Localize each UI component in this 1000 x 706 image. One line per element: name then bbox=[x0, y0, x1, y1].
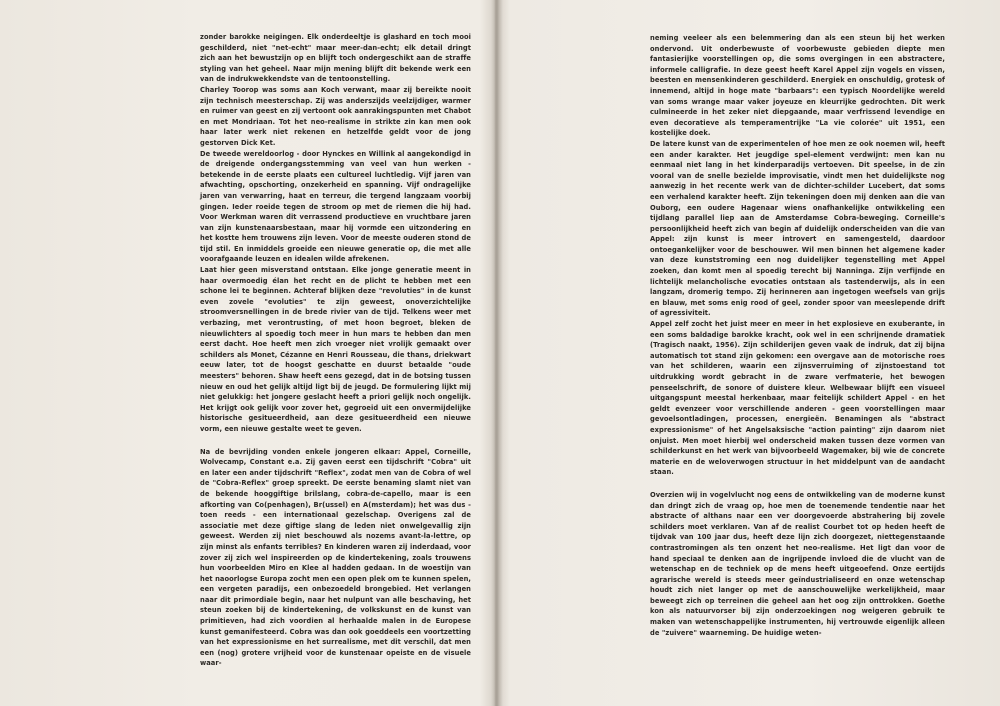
left-text-column bbox=[200, 32, 471, 669]
right-text-column bbox=[650, 33, 945, 638]
paragraph: Na de bevrijding vonden enkele jongeren elkaar: Appel, Corneille, Wolvecamp, Constant e.a. Zij gaven eerst een tijdschrift "Cobra" uit en later een ander tijdschrift "Reflex", zodat men van de Cobra of wel de "Cobra-Reflex" groep spreekt. De eerste benaming slamt niet van de bekende hooggiftige brilslang, cobra-de-capello, maar is een afkorting van Co(penhagen), Br(ussel) en A(msterdam); het was dus - toen reeds - een internationaal gezelschap. Overigens zal de associatie met deze giftige slang de leden niet onwelgevallig zijn geweest. Werden zij niet beschouwd als nozems avant-la-lettre, op zijn minst als enfants terribles? En kinderen waren zij inderdaad, voor zover zij zich wel inspireerden op de kindertekening, zoals trouwens hun voorbeelden Miro en Klee al hadden gedaan. In de woestijn van het naoorlogse Europa zocht men een open plek om te kunnen spelen, een vergeten paradijs, een onbezoedeld brongebied. Het verlangen naar dit primordiale begin, naar het nulpunt van alle beschaving, het steun zoeken bij de kindertekening, de volkskunst en de kunst van primitieven, had zich voordien al herhaalde malen in de Europese kunst gemanifesteerd. Cobra was dan ook goeddeels een voortzetting van het expressionisme en het surrealisme, met dit verschil, dat men een (nog) grotere vrijheid voor de kunstenaar opeiste en de visuele waar- bbox=[200, 447, 471, 668]
paragraph: De tweede wereldoorlog - door Hynckes en Willink al aangekondigd in de dreigende ondergangsstemming van veel van hun werken - betekende in de eerste plaats een cultureel luchtledig. Vijf jaren van afwachting, opschorting, onzekerheid en spanning. Vijf ondragelijke jaren van verwarring, haat en terreur, die tergend langzaam voorbij gingen. Ieder roeide tegen de stroom op met de riemen die hij had. Voor Werkman waren dit verrassend productieve en vruchtbare jaren van zijn kunstenaarsbestaan, maar hij vormde een uitzondering en het kostte hem trouwens zijn leven. Voor de meeste ouderen stond de tijd stil. En inmiddels groeide een nieuwe generatie op, die met alle voorafgaande leuzen en idealen wilde afrekenen. bbox=[200, 149, 471, 264]
paragraph: Charley Toorop was soms aan Koch verwant, maar zij bereikte nooit zijn technisch meesterschap. Zij was anderszijds veelzijdiger, warmer en ruimer van geest en zij vertoont ook aanrakingspunten met Chabot en met Mondriaan. Tot het neo-realisme in strikte zin kan men ook haar later werk niet rekenen en hetzelfde geldt voor de jong gestorven Dick Ket. bbox=[200, 85, 471, 147]
left-page bbox=[0, 0, 494, 706]
paragraph: De latere kunst van de experimentelen of hoe men ze ook noemen wil, heeft een ander karakter. Het jeugdige spel-element verdwijnt: men kan nu eenmaal niet lang in het kinderparadijs vertoeven. Dit speelse, in de zin vooral van de snelle bezielde improvisatie, vindt men het duidelijkste nog aanwezig in het recente werk van de dichter-schilder Lucebert, dat soms een verhalend karakter heeft. Zijn tekeningen doen mij denken aan die van Ouborg, een oudere Hagenaar wiens onafhankelijke ontwikkeling een tijdlang parallel liep aan de Amsterdamse Cobra-beweging. Corneille's persoonlijkheid heeft zich van begin af duidelijk onderscheiden van die van Appel: zijn kunst is meer introvert en samengesteld, daardoor ontoegankelijker voor de beschouwer. Wil men binnen het algemene kader van deze kunststroming een nog duidelijker tegenstelling met Appel zoeken, dan komt men al spoedig terecht bij Nanninga. Zijn verfijnde en lichtelijk melancholische evocaties ontstaan als tastenderwijs, als in een langzam, dromerig tempo. Zij herinneren aan ingetogen weefsels van grijs en blauw, met soms enig rood of geel, zonder spoor van meeslepende drift of agressiviteit. bbox=[650, 139, 945, 318]
right-page bbox=[500, 0, 1000, 706]
paragraph: zonder barokke neigingen. Elk onderdeeltje is glashard en toch mooi geschilderd, niet "net-echt" maar meer-dan-echt; elk detail dringt zich aan het bewustzijn op en blijft toch ondergeschikt aan de straffe styling van het geheel. Naar mijn mening blijft dit bekende werk een van de indrukwekkendste van de tentoonstelling. bbox=[200, 33, 471, 84]
paragraph: Appel zelf zocht het juist meer en meer in het explosieve en exuberante, in een soms baldadige barokke kracht, ook wel in een schrijnende dramatiek (Tragisch naakt, 1956). Zijn schilderijen geven vaak de indruk, dat zij bijna automatisch tot stand zijn gekomen: een overgave aan de motorische roes van het schilderen, waarin een zijnsverruiming of zijnstoestand tot uitdrukking wordt gebracht in de zware verfmaterie, het bewogen penseelschrift, de sonore of duistere kleur. Welbewaar blijft een visueel uitgangspunt meestal herkenbaar, maar feitelijk schildert Appel - en het geldt evenzeer voor verschillende anderen - geen voorstellingen maar gevoelsontladingen, processen, energieën. Benamingen als "abstract expressionisme" of het Angelsaksische "action painting" zijn daarom niet onjuist. Men moet hierbij wel onderscheid maken tussen deze vormen van schilderkunst en het werk van bijvoorbeeld Wagemaker, bij wie de concrete materie en de weloverwogen structuur in het middelpunt van de aandacht staan. bbox=[650, 320, 945, 477]
paragraph: neming veeleer als een belemmering dan als een steun bij het werken ondervond. Uit onderbewuste of voorbewuste gebieden diepte men fantasierijke voorstellingen op, die soms overgingen in een abstractere, informele calligrafie. In deze geest heeft Karel Appel zijn vogels en vissen, beesten en mensenkinderen geschilderd. Energiek en onschuldig, grotesk of innemend, altijd in hoge mate "barbaars": een typisch Noordelijke wereld van soms wrange maar vaker joyeuze en kleurrijke gedrochten. Dit werk culmineerde in het zeker niet diepgaande, maar verfrissend levendige en even decoratieve als temperamentrijke "La vie colorée" uit 1951, een kostelijke doek. bbox=[650, 34, 945, 138]
paragraph: Overzien wij in vogelvlucht nog eens de ontwikkeling van de moderne kunst dan dringt zich de vraag op, hoe men de toenemende tendentie naar het abstracte of althans naar een ver doorgevoerde abstrahering bij zovele schilders moet verklaren. Van af de realist Courbet tot op heden heeft de tijdvak van 100 jaar dus, heeft deze lijn zich doorgezet, niettegenstaande contrastromingen als ten onzent het neo-realisme. Het ligt dan voor de hand speciaal te denken aan de ingrijpende invloed die de vlucht van de wetenschap en de techniek op de mens heeft uitgeoefend. Onze eertijds agrarische wereld is steeds meer geïndustrialiseerd en onze wetenschap houdt zich niet langer op met de aanschouwelijke werkelijkheid, maar beweegt zich op terreinen die geheel aan het oog zijn onttrokken. Goethe kon als natuurvorser bij zijn onderzoekingen nog weigeren gebruik te maken van wetenschappelijke instrumenten, hij vertrouwde eigenlijk alleen de "zuivere" waarneming. De huidige weten- bbox=[650, 490, 945, 637]
paragraph: Laat hier geen misverstand ontstaan. Elke jonge generatie meent in haar overmoedig élan het recht en de plicht te hebben met een schone lei te beginnen. Achteraf blijken deze "revoluties" in de kunst even zovele "evoluties" te zijn geweest, onoverzichtelijke stroomversnellingen in de brede rivier van de tijd. Telkens weer met verbazing, met verontrusting, of met hoon begroet, bleken de nieuwlichters al spoedig toch meer in hun mars te hebben dan men eerst dacht. Hoe heeft men zich vroeger niet vrolijk gemaakt over schilders als Monet, Cézanne en Henri Rousseau, die thans, driekwart eeuw later, tot de hoogst geschatte en duurst betaalde "oude meesters" behoren. Shaw heeft eens gezegd, dat in de botsing tussen nieuw en oud het gelijk altijd ligt bij de jeugd. De formulering lijkt mij niet gelukkig: het jongere geslacht heeft a priori gelijk noch ongelijk. Het krijgt ook gelijk voor zover het, gegroeid uit een onvermijdelijke historische gesitueerdheid, aan deze gesitueerdheid een nieuwe vorm, een nieuwe gestalte weet te geven. bbox=[200, 266, 471, 433]
